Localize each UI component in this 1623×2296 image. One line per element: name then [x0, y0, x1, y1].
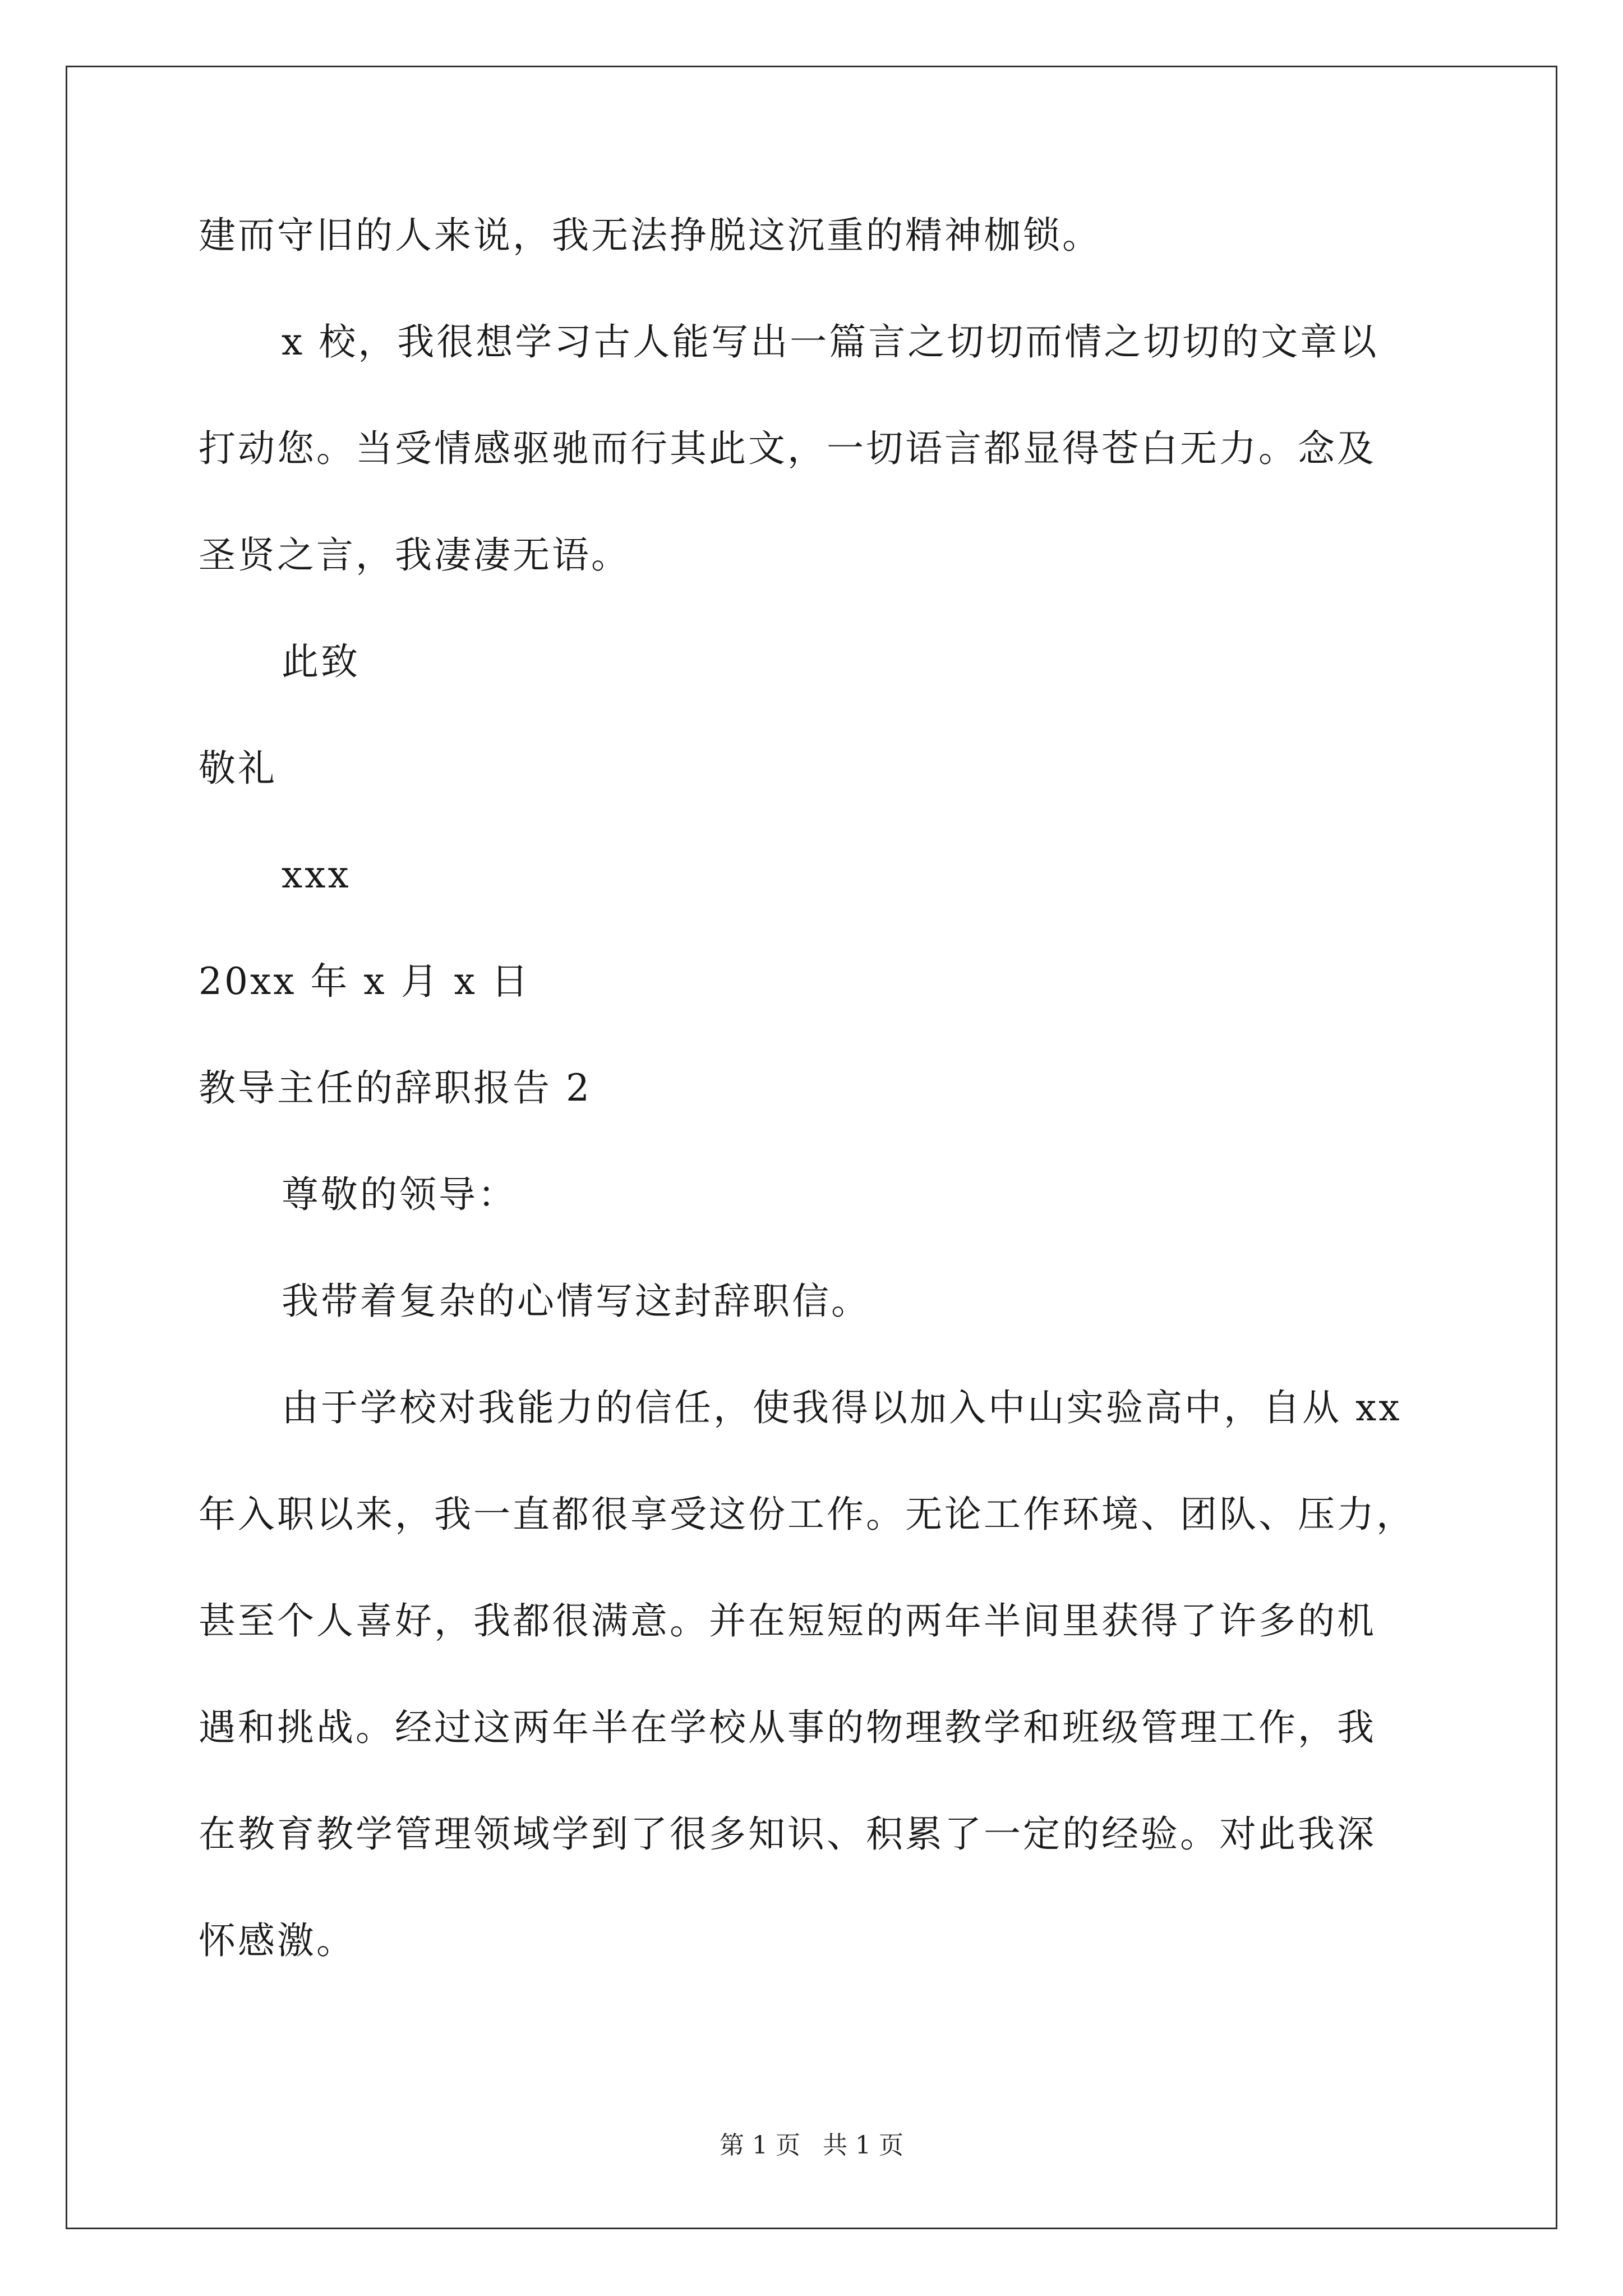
signature-name: xxx: [282, 853, 351, 896]
closing-salutation: 此致: [282, 640, 360, 683]
page-total: 共 1 页: [823, 2131, 903, 2160]
text-line: 遇和挑战。经过这两年半在学校从事的物理教学和班级管理工作，我: [199, 1706, 1376, 1749]
text-line: 圣贤之言，我凄凄无语。: [199, 533, 630, 577]
paragraph-start: x 校，我很想学习古人能写出一篇言之切切而情之切切的文章以: [282, 320, 1379, 364]
paragraph-start: 我带着复杂的心情写这封辞职信。: [282, 1280, 870, 1323]
text-line: 打动您。当受情感驱驰而行其此文，一切语言都显得苍白无力。念及: [199, 427, 1376, 470]
text-line: 建而守旧的人来说，我无法挣脱这沉重的精神枷锁。: [199, 214, 1101, 257]
text-line: 甚至个人喜好，我都很满意。并在短短的两年半间里获得了许多的机: [199, 1599, 1376, 1642]
page-number: 第 1 页: [720, 2131, 800, 2160]
greeting: 尊敬的领导：: [282, 1173, 517, 1216]
page-footer: [0, 2130, 1623, 2161]
signature-date: 20xx 年 x 月 x 日: [199, 960, 531, 1003]
text-line: 在教育教学管理领域学到了很多知识、积累了一定的经验。对此我深: [199, 1812, 1376, 1856]
section-title: 教导主任的辞职报告 2: [199, 1066, 592, 1110]
page-border: [66, 66, 1557, 2229]
text-line: 怀感激。: [199, 1919, 356, 1962]
text-line: 年入职以来，我一直都很享受这份工作。无论工作环境、团队、压力，: [199, 1493, 1415, 1536]
paragraph-start: 由于学校对我能力的信任，使我得以加入中山实验高中，自从 xx: [282, 1386, 1402, 1429]
closing-regards: 敬礼: [199, 747, 277, 790]
